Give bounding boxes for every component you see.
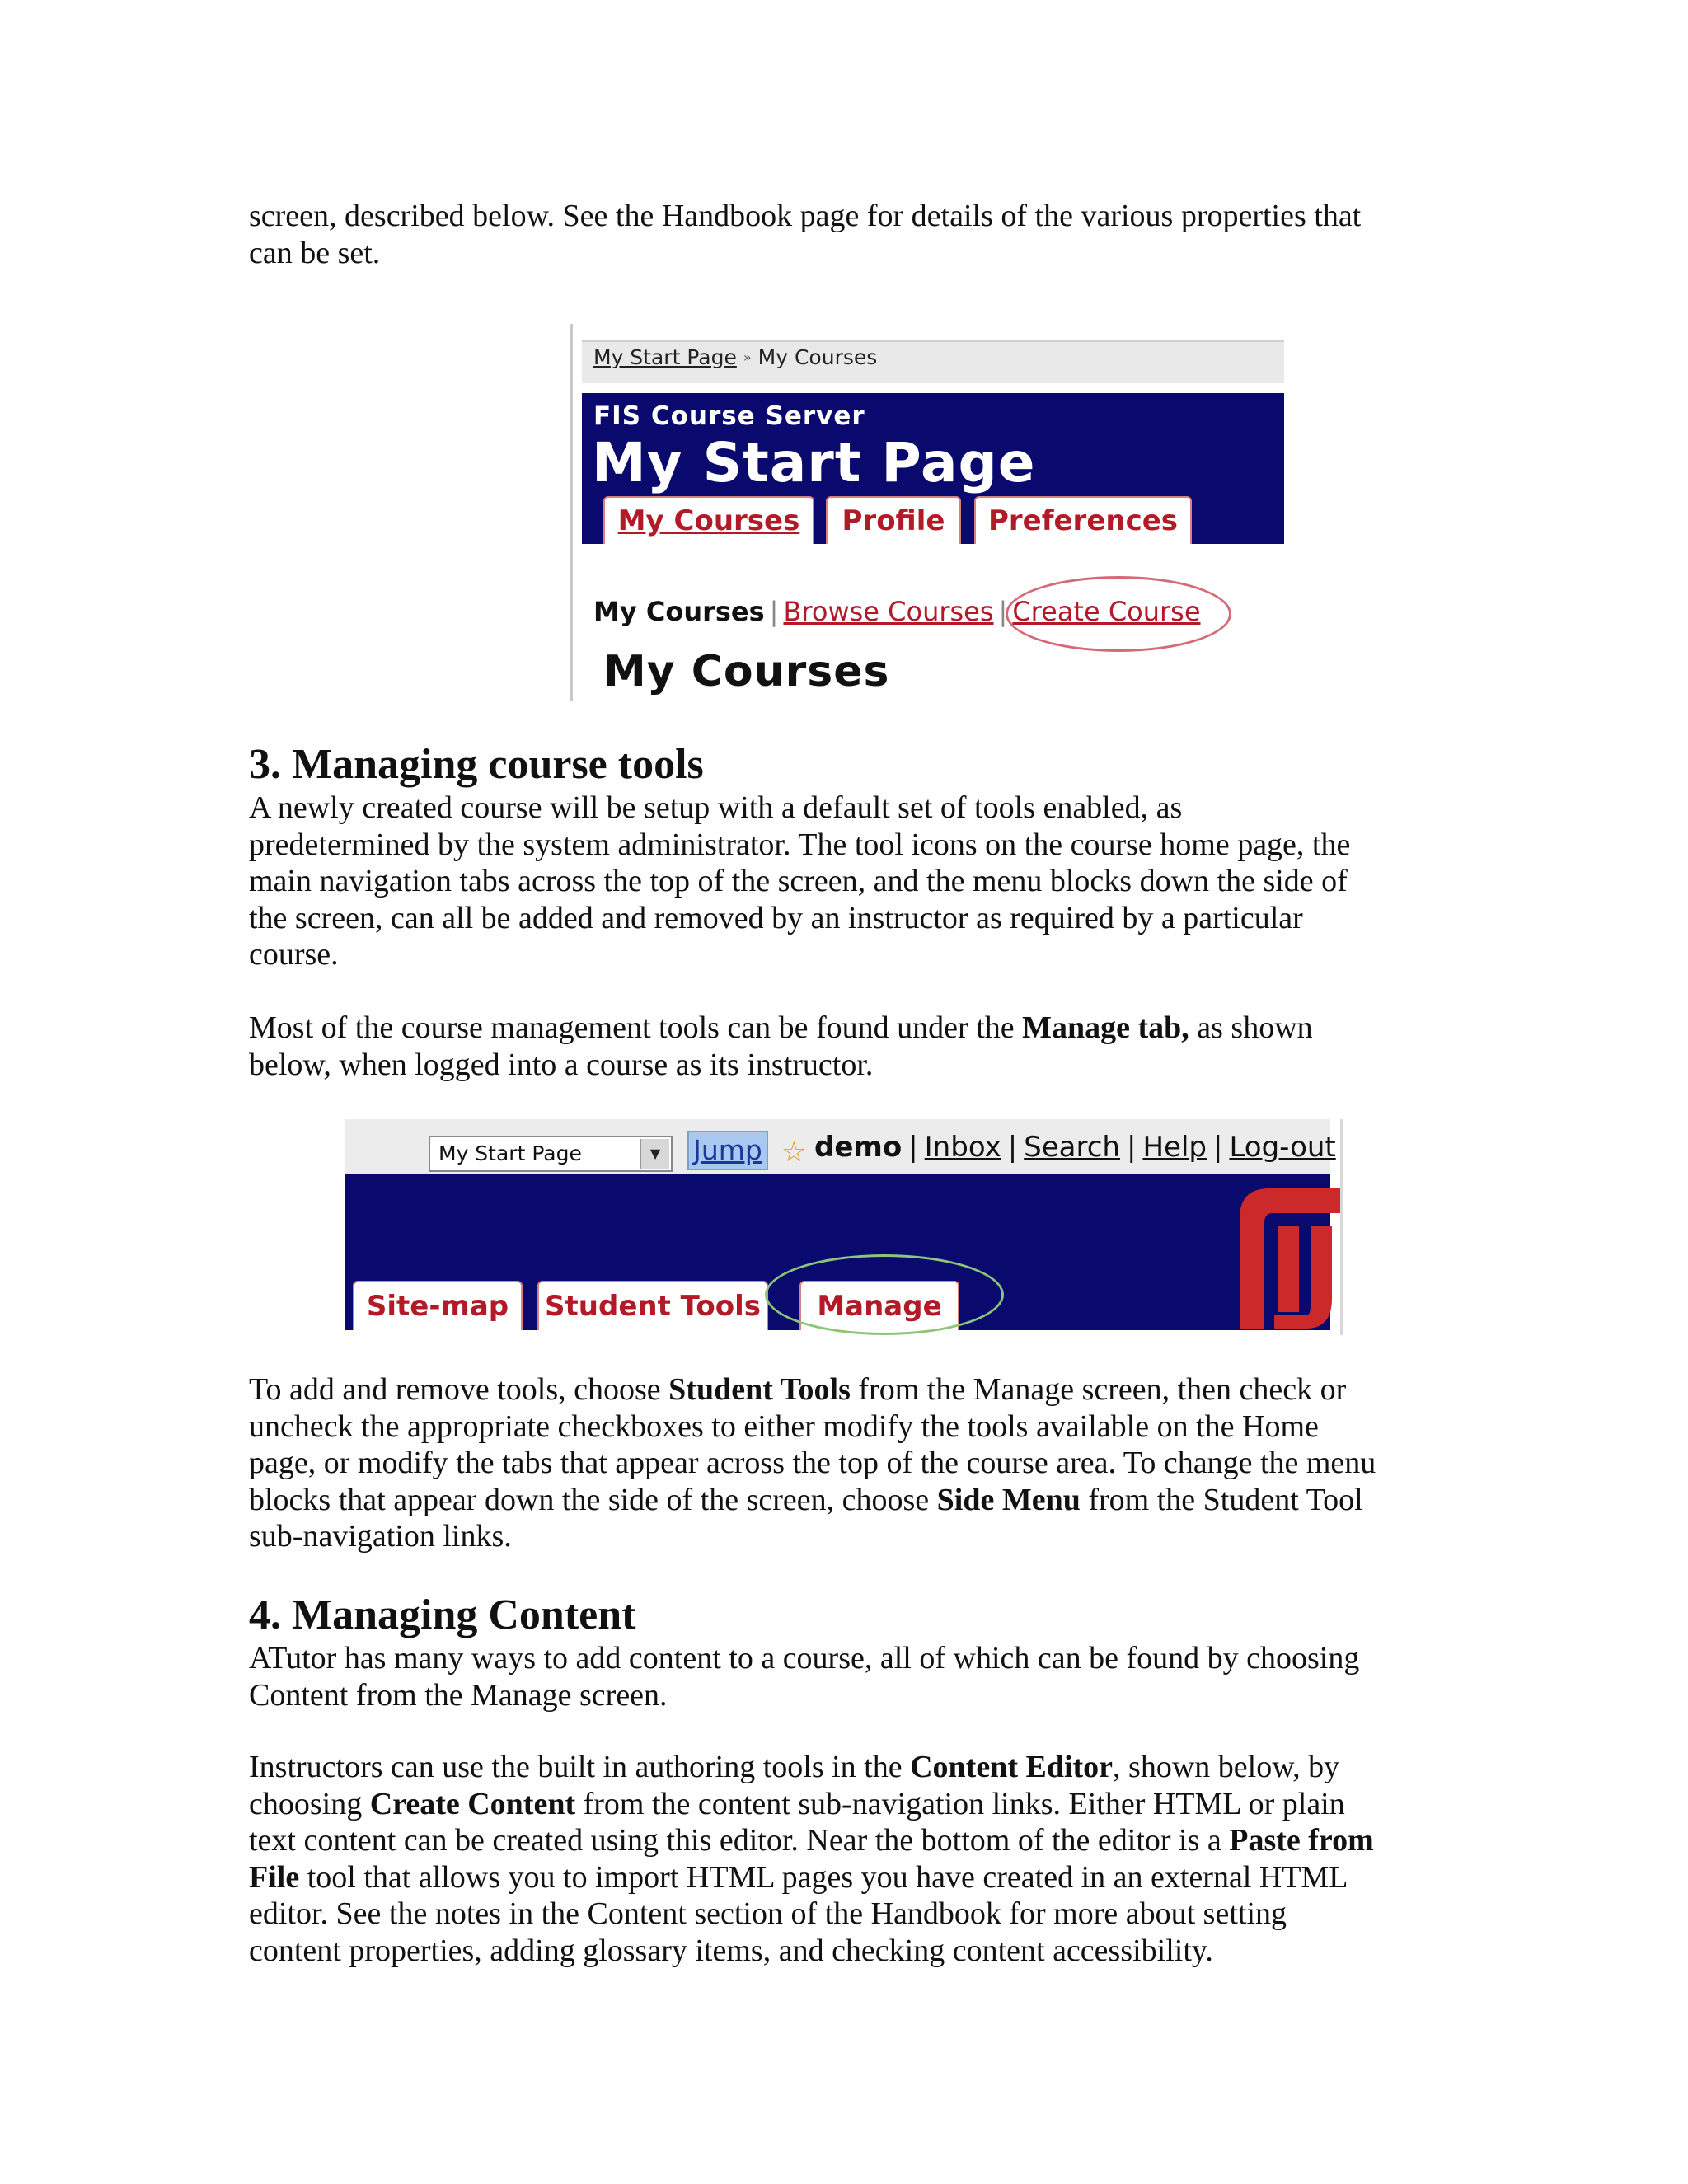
tab-my-courses[interactable]: My Courses bbox=[603, 496, 814, 544]
breadcrumb-link-my-start-page[interactable]: My Start Page bbox=[593, 345, 737, 369]
text-line: predetermined by the system administrator. The tool icons on the course home page, the bbox=[249, 827, 1351, 862]
jump-select-value: My Start Page bbox=[438, 1141, 582, 1165]
link-divider: | bbox=[1212, 1131, 1223, 1164]
chevron-down-icon[interactable]: ▼ bbox=[640, 1139, 669, 1169]
text-line: editor. See the notes in the Content section of the Handbook for more about setting bbox=[249, 1896, 1287, 1931]
text-line: course. bbox=[249, 937, 339, 972]
intro-line: screen, described below. See the Handbook page for details of the various properties that bbox=[249, 199, 1362, 233]
section-heading: 3. Managing course tools bbox=[249, 741, 704, 788]
divider bbox=[570, 324, 573, 701]
course-navigation-screenshot bbox=[343, 1119, 1343, 1335]
bold-term: Content Editor bbox=[910, 1750, 1114, 1784]
subnav-browse-courses[interactable]: Browse Courses bbox=[783, 596, 994, 627]
text-line: the screen, can all be added and removed by an instructor as required by a particular bbox=[249, 900, 1303, 935]
user-links bbox=[814, 1131, 1336, 1164]
username: demo bbox=[814, 1131, 903, 1164]
section-heading: 4. Managing Content bbox=[249, 1591, 636, 1638]
subnav-divider: | bbox=[769, 596, 779, 627]
section4-paragraph1 bbox=[249, 1640, 1452, 1713]
intro-paragraph bbox=[249, 198, 1452, 271]
intro-line: can be set. bbox=[249, 235, 381, 270]
text-fragment: To add and remove tools, choose bbox=[249, 1372, 669, 1407]
jump-select[interactable] bbox=[429, 1136, 673, 1172]
link-divider: | bbox=[1126, 1131, 1137, 1164]
bold-term: Paste from bbox=[1229, 1823, 1374, 1858]
bold-term: Side Menu bbox=[936, 1482, 1081, 1517]
inbox-link[interactable]: Inbox bbox=[924, 1131, 1001, 1164]
text-fragment: from the Manage screen, then check or bbox=[850, 1372, 1347, 1407]
text-fragment: , shown below, by bbox=[1113, 1750, 1340, 1784]
tab-site-map[interactable]: Site-map bbox=[353, 1281, 523, 1330]
tab-manage[interactable]: Manage bbox=[799, 1281, 959, 1330]
text-fragment: as shown bbox=[1189, 1010, 1313, 1045]
text-fragment: from the content sub-navigation links. Either HTML or plain bbox=[575, 1786, 1345, 1821]
logout-link[interactable]: Log-out bbox=[1229, 1131, 1336, 1164]
text-line: sub-navigation links. bbox=[249, 1519, 512, 1554]
section3-paragraph1 bbox=[249, 790, 1452, 973]
breadcrumb bbox=[593, 345, 877, 369]
text-line: below, when logged into a course as its instructor. bbox=[249, 1047, 874, 1082]
text-fragment: text content can be created using this editor. Near the bottom of the editor is a bbox=[249, 1823, 1230, 1858]
text-fragment: Most of the course management tools can be found under the bbox=[249, 1010, 1023, 1045]
text-fragment: tool that allows you to import HTML pages you have created in an external HTML bbox=[299, 1859, 1348, 1895]
bold-term: Student Tools bbox=[668, 1372, 851, 1407]
subnav-create-course[interactable]: Create Course bbox=[1012, 596, 1201, 627]
section4-paragraph2 bbox=[249, 1749, 1452, 1969]
text-fragment: choosing bbox=[249, 1786, 370, 1821]
text-line: A newly created course will be setup with a default set of tools enabled, as bbox=[249, 790, 1183, 825]
bold-term: Manage tab, bbox=[1022, 1010, 1189, 1045]
tab-student-tools[interactable]: Student Tools bbox=[537, 1281, 768, 1330]
text-fragment: blocks that appear down the side of the screen, choose bbox=[249, 1482, 937, 1517]
star-icon: ☆ bbox=[781, 1136, 807, 1169]
text-line: uncheck the appropriate checkboxes to either modify the tools available on the Home bbox=[249, 1408, 1319, 1444]
highlight-circle bbox=[765, 1254, 1004, 1335]
my-start-page-screenshot bbox=[570, 324, 1284, 701]
text-fragment: Instructors can use the built in authoring tools in the bbox=[249, 1750, 911, 1784]
server-name: FIS Course Server bbox=[593, 401, 865, 431]
site-header bbox=[582, 393, 1284, 544]
jump-button[interactable]: Jump bbox=[687, 1131, 768, 1170]
link-divider: | bbox=[1007, 1131, 1018, 1164]
text-line: ATutor has many ways to add content to a course, all of which can be found by choosing bbox=[249, 1641, 1360, 1675]
tools-paragraph bbox=[249, 1371, 1452, 1555]
tab-profile[interactable]: Profile bbox=[826, 496, 961, 544]
page-title: My Start Page bbox=[592, 431, 1036, 494]
breadcrumb-current: My Courses bbox=[757, 345, 878, 369]
link-divider: | bbox=[908, 1131, 918, 1164]
divider bbox=[1340, 1119, 1343, 1335]
text-line: Content from the Manage screen. bbox=[249, 1677, 668, 1713]
text-line: content properties, adding glossary items, and checking content accessibility. bbox=[249, 1933, 1213, 1968]
text-fragment: from the Student Tool bbox=[1080, 1482, 1363, 1517]
tab-preferences[interactable]: Preferences bbox=[974, 496, 1192, 544]
bold-term: Create Content bbox=[369, 1786, 576, 1821]
institution-logo-icon bbox=[1230, 1175, 1342, 1329]
bold-term: File bbox=[249, 1859, 300, 1895]
subnav-current: My Courses bbox=[593, 596, 765, 627]
search-link[interactable]: Search bbox=[1024, 1131, 1120, 1164]
highlight-circle bbox=[1006, 576, 1231, 652]
section3-paragraph2 bbox=[249, 1010, 1452, 1083]
help-link[interactable]: Help bbox=[1142, 1131, 1207, 1164]
text-line: main navigation tabs across the top of the screen, and the menu blocks down the side of bbox=[249, 864, 1348, 898]
subnav-divider: | bbox=[998, 596, 1008, 627]
text-line: page, or modify the tabs that appear across the top of the course area. To change the menu bbox=[249, 1446, 1376, 1480]
section-title: My Courses bbox=[603, 647, 890, 696]
breadcrumb-separator-icon: » bbox=[743, 349, 752, 365]
